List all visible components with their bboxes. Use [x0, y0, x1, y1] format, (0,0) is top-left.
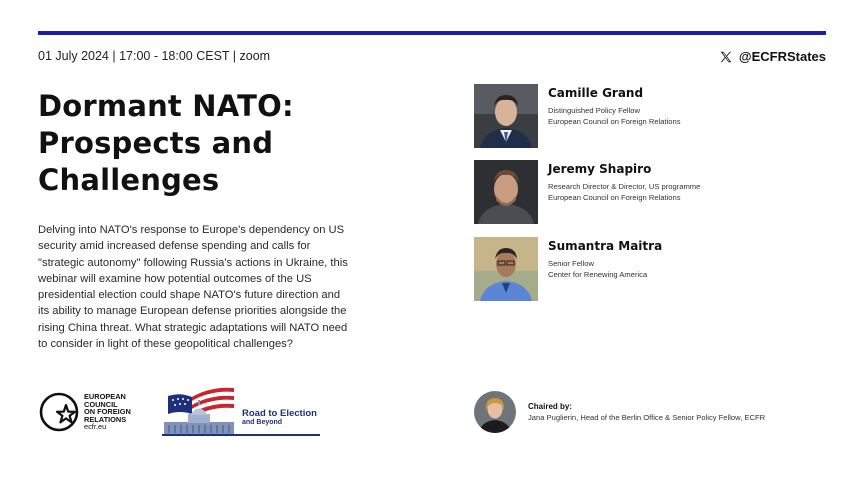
ecfr-logo — [38, 388, 153, 436]
portrait-photo — [474, 391, 516, 433]
speaker-info — [548, 237, 662, 301]
speaker-name: Sumantra Maitra — [548, 239, 663, 253]
ecfr-line: RELATIONS — [84, 414, 127, 424]
road-logo-title: Road to Election — [242, 408, 317, 419]
ecfr-line: EUROPEAN — [84, 392, 126, 402]
ecfr-star-icon — [38, 391, 80, 433]
speaker-info — [548, 84, 681, 148]
speaker-name: Camille Grand — [548, 86, 644, 100]
title-line: Dormant NATO: — [38, 89, 294, 123]
speaker-card — [474, 84, 681, 148]
speaker-org: European Council on Foreign Relations — [548, 193, 681, 202]
road-to-election-logo — [162, 384, 322, 438]
speaker-role: Research Director & Director, US programme — [548, 182, 701, 191]
speaker-photo — [474, 237, 538, 301]
social-handle[interactable]: @ECFRStates — [738, 49, 826, 64]
x-logo-icon — [719, 50, 733, 64]
speaker-card — [474, 160, 700, 224]
ecfr-url: ecfr.eu — [84, 422, 107, 432]
event-meta: 01 July 2024 | 17:00 - 18:00 CEST | zoom — [38, 49, 271, 63]
chair-card — [474, 391, 765, 433]
speaker-photo — [474, 84, 538, 148]
ecfr-wordmark — [84, 393, 131, 431]
portrait-photo — [474, 84, 538, 148]
chair-label: Chaired by: — [528, 402, 573, 411]
capitol-flag-icon — [162, 384, 238, 436]
ecfr-line: ON FOREIGN — [84, 407, 131, 417]
speaker-card — [474, 237, 662, 301]
portrait-photo — [474, 160, 538, 224]
chair-info — [528, 402, 765, 422]
speaker-org: Center for Renewing America — [548, 270, 648, 279]
accent-bar — [38, 31, 826, 35]
chair-name: Jana Puglierin, Head of the Berlin Office & Senior Policy Fellow, ECFR — [528, 413, 766, 422]
social-handle-group[interactable] — [719, 49, 826, 64]
speaker-name: Jeremy Shapiro — [548, 162, 652, 176]
speaker-role: Senior Fellow — [548, 259, 595, 268]
road-logo-subtitle: and Beyond — [242, 419, 283, 426]
speaker-info — [548, 160, 700, 224]
speaker-role: Distinguished Policy Fellow — [548, 106, 641, 115]
road-logo-underline — [162, 434, 320, 436]
speaker-photo — [474, 160, 538, 224]
chair-photo — [474, 391, 516, 433]
title-line: Challenges — [38, 163, 220, 197]
portrait-photo — [474, 237, 538, 301]
ecfr-line: COUNCIL — [84, 399, 118, 409]
title-line: Prospects and — [38, 126, 274, 160]
event-description: Delving into NATO's response to Europe's dependency on US security amid increased defense spending and calls for "strategic autonomy" following Russia's actions in Ukraine, this webinar will examine how potential outcomes of the US presidential election could shape NATO's future direction and its ability to manage European defense priorities alongside the rising China threat. What strategic adaptations will NATO need to consider in light of these geopolitical challenges? — [38, 224, 348, 351]
event-title — [38, 88, 398, 199]
speaker-org: European Council on Foreign Relations — [548, 117, 681, 126]
